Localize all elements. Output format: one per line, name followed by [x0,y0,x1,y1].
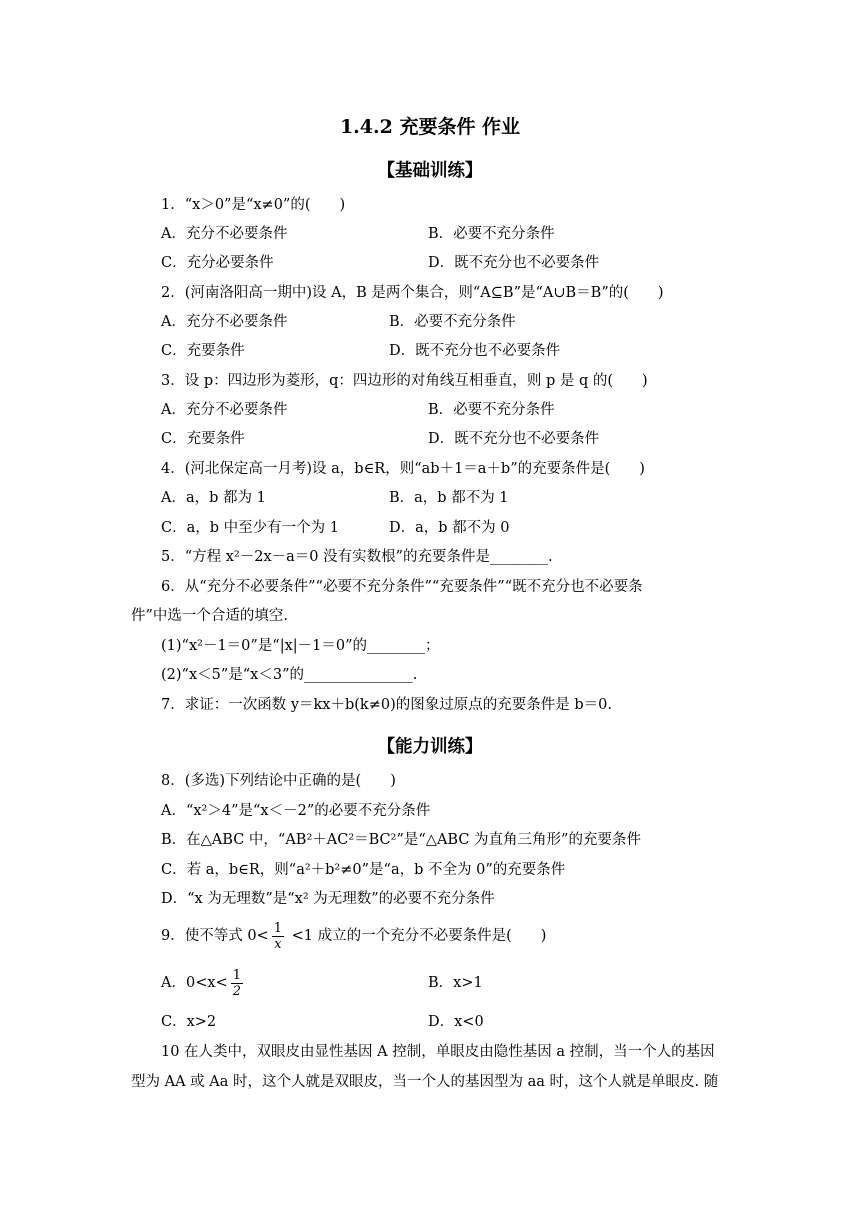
question-9-option-a [161,965,246,1001]
question-10-line-1: 10 在人类中，双眼皮由显性基因 A 控制，单眼皮由隐性基因 a 控制，当一个人的基因 [161,1044,715,1060]
question-6-line-2: 件”中选一个合适的填空. [131,608,289,624]
question-9-option-c: C．x>2 [161,1014,217,1030]
question-2-option-d: D．既不充分也不必要条件 [389,343,561,359]
page-title: 1.4.2 充要条件 作业 [339,116,521,138]
question-8-option-d: D．“x 为无理数”是“x² 为无理数”的必要不充分条件 [161,891,495,907]
question-8-option-b: B．在△ABC 中，“AB²＋AC²＝BC²”是“△ABC 为直角三角形”的充要条件 [161,832,641,848]
question-8-stem: 8．(多选)下列结论中正确的是( ) [161,773,396,789]
question-3-option-d: D．既不充分也不必要条件 [428,431,600,447]
question-9-stem [161,918,546,954]
question-2-option-c: C．充要条件 [161,343,245,359]
question-3-option-b: B．必要不充分条件 [428,402,555,418]
question-9-option-a-pre: A．0<x< [161,975,228,991]
section-heading-ability: 【能力训练】 [377,737,483,757]
question-6-part-1: (1)“x²－1＝0”是“|x|－1＝0”的________； [161,638,440,654]
question-7: 7．求证：一次函数 y＝kx＋b(k≠0)的图象过原点的充要条件是 b＝0. [161,697,612,713]
fraction-denominator: x [274,936,282,952]
question-3-stem: 3．设 p：四边形为菱形，q：四边形的对角线互相垂直，则 p 是 q 的( ) [161,373,648,389]
question-4-option-d: D．a，b 都不为 0 [389,520,510,536]
question-9-option-d: D．x<0 [428,1014,484,1030]
question-10-line-2: 型为 AA 或 Aa 时，这个人就是双眼皮，当一个人的基因型为 aa 时，这个人就是单眼皮. 随 [131,1074,719,1090]
question-9-option-b: B．x>1 [428,975,483,991]
question-1-option-d: D．既不充分也不必要条件 [428,255,600,271]
fraction-numerator: 1 [232,967,241,983]
question-1-option-c: C．充分必要条件 [161,255,274,271]
question-3-option-a: A．充分不必要条件 [161,402,288,418]
fraction-numerator: 1 [273,920,282,936]
question-4-option-b: B．a，b 都不为 1 [389,490,509,506]
question-4-stem: 4．(河北保定高一月考)设 a，b∈R，则“ab＋1＝a＋b”的充要条件是( ) [161,461,645,477]
question-1-option-a: A．充分不必要条件 [161,226,288,242]
question-2-option-a: A．充分不必要条件 [161,314,288,330]
question-4-option-c: C．a，b 中至少有一个为 1 [161,520,339,536]
question-6-line-1: 6．从“充分不必要条件”“必要不充分条件”“充要条件”“既不充分也不必要条 [161,579,643,595]
question-3-option-c: C．充要条件 [161,431,245,447]
fraction-denominator: 2 [232,983,241,999]
question-2-option-b: B．必要不充分条件 [389,314,516,330]
question-8-option-c: C．若 a，b∈R，则“a²＋b²≠0”是“a，b 不全为 0”的充要条件 [161,862,566,878]
question-1-option-b: B．必要不充分条件 [428,226,555,242]
section-heading-basic: 【基础训练】 [377,161,483,181]
question-2-stem: 2．(河南洛阳高一期中)设 A，B 是两个集合，则“A⊆B”是“A∪B＝B”的( ) [161,285,664,301]
question-9-stem-pre: 9．使不等式 0< [161,928,269,944]
question-6-part-2: (2)“x＜5”是“x＜3”的_______________. [161,667,418,683]
question-1-stem: 1．“x＞0”是“x≠0”的( ) [161,197,346,213]
question-5: 5．“方程 x²－2x－a＝0 没有实数根”的充要条件是________. [161,549,553,565]
question-4-option-a: A．a，b 都为 1 [161,490,266,506]
question-9-fraction [272,922,284,951]
question-9-option-a-fraction [231,969,243,998]
question-8-option-a: A．“x²＞4”是“x＜－2”的必要不充分条件 [161,803,431,819]
question-9-stem-post: <1 成立的一个充分不必要条件是( ) [287,928,547,944]
